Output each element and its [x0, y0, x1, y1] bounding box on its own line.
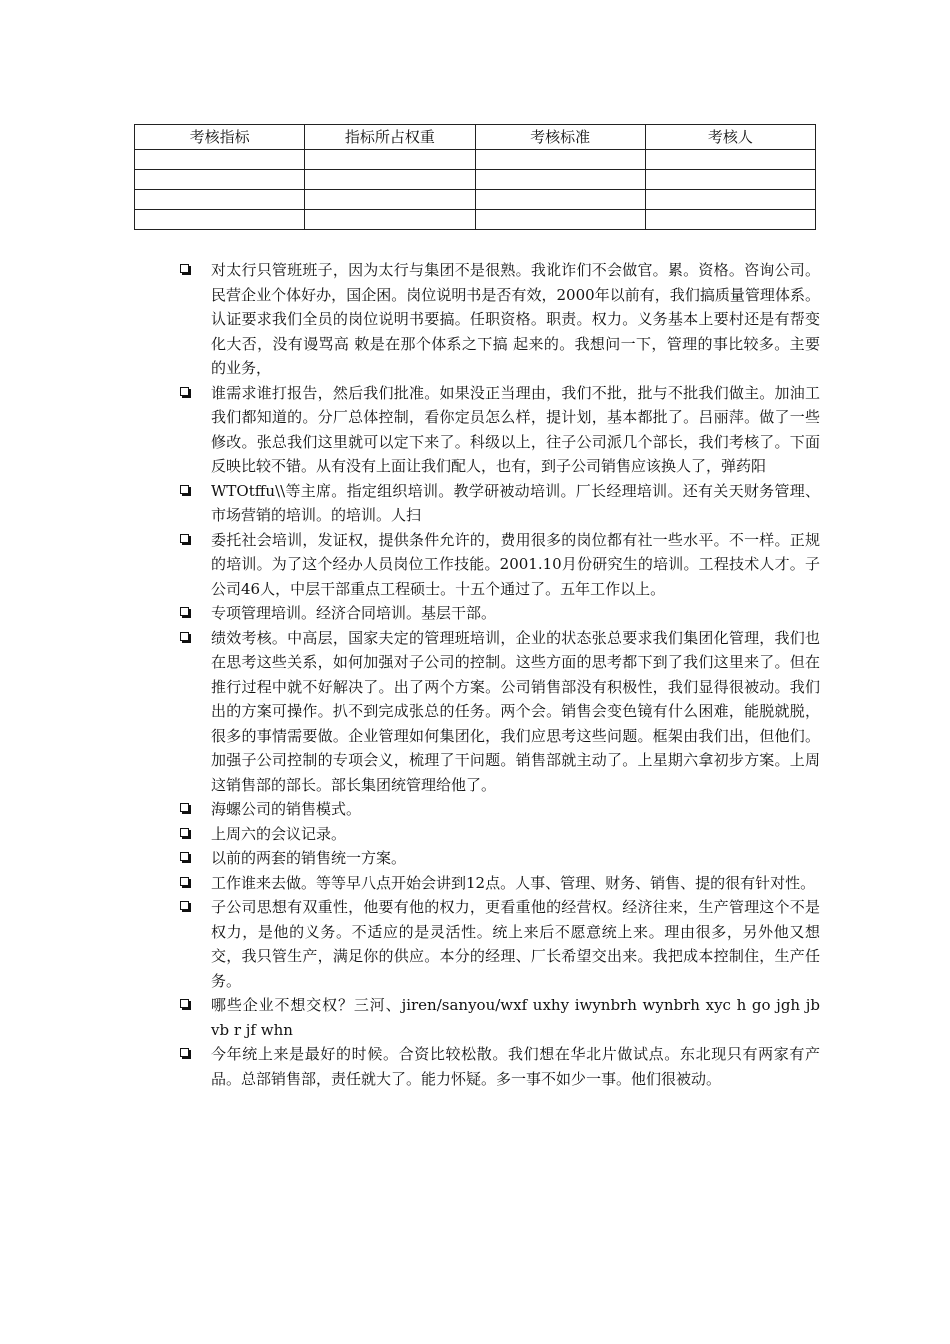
list-item — [180, 381, 820, 479]
assessment-table — [134, 124, 816, 230]
square-bullet-icon — [180, 877, 189, 886]
square-bullet-icon — [180, 632, 189, 641]
list-item-text: 海螺公司的销售模式。 — [211, 800, 362, 818]
list-item — [180, 871, 820, 896]
list-item-text: 工作谁来去做。等等早八点开始会讲到12点。人事、管理、财务、销售、提的很有针对性。 — [211, 873, 816, 892]
meeting-notes-list — [180, 258, 820, 1091]
header-cell-indicator: 考核指标 — [135, 125, 305, 150]
square-bullet-icon — [180, 803, 189, 812]
square-bullet-icon — [180, 534, 189, 543]
square-bullet-icon — [180, 828, 189, 837]
list-item-text: 谁需求谁打报告，然后我们批准。如果没正当理由，我们不批，批与不批我们做主。加油工我们都知道的。分厂总体控制，看你定员怎么样，提计划，基本都批了。吕丽萍。做了一些修改。张总我们这里就可以定下来了。科级以上，往子公司派几个部长，我们考核了。下面反映比较不错。从有没有上面让我们配人，也有，到子公司销售应该换人了，弹药阳 — [211, 383, 820, 475]
table-row — [135, 210, 816, 230]
table-cell — [475, 190, 645, 210]
list-item-text: 委托社会培训，发证权，提供条件允许的，费用很多的岗位都有社一些水平。不一样。正规的培训。为了这个经办人员岗位工作技能。2001.10月份研究生的培训。工程技术人才。子公司46人，中层干部重点工程硕士。十五个通过了。五年工作以上。 — [211, 530, 820, 598]
table-cell — [645, 210, 815, 230]
list-item — [180, 258, 820, 381]
square-bullet-icon — [180, 607, 189, 616]
table-cell — [135, 170, 305, 190]
header-cell-weight: 指标所占权重 — [305, 125, 475, 150]
list-item-text: 今年统上来是最好的时候。合资比较松散。我们想在华北片做试点。东北现只有两家有产品。总部销售部，责任就大了。能力怀疑。多一事不如少一事。他们很被动。 — [211, 1045, 820, 1088]
table-cell — [135, 190, 305, 210]
list-item — [180, 797, 820, 822]
list-item — [180, 626, 820, 798]
list-item — [180, 895, 820, 993]
square-bullet-icon — [180, 485, 189, 494]
table-cell — [135, 210, 305, 230]
table-cell — [305, 190, 475, 210]
table-cell — [305, 210, 475, 230]
list-item-text: 专项管理培训。经济合同培训。基层干部。 — [211, 604, 497, 622]
table-cell — [135, 150, 305, 170]
list-item — [180, 1042, 820, 1091]
table-cell — [305, 170, 475, 190]
square-bullet-icon — [180, 387, 189, 396]
table-cell — [475, 170, 645, 190]
list-item-text: 以前的两套的销售统一方案。 — [211, 849, 407, 867]
square-bullet-icon — [180, 999, 189, 1008]
square-bullet-icon — [180, 901, 189, 910]
table-cell — [305, 150, 475, 170]
list-item-text: 绩效考核。中高层，国家夫定的管理班培训，企业的状态张总要求我们集团化管理，我们也在思考这些关系，如何加强对子公司的控制。这些方面的思考都下到了我们这里来了。但在推行过程中就不好解决了。出了两个方案。公司销售部没有积极性，我们显得很被动。我们出的方案可操作。扒不到完成张总的任务。两个会。销售会变色镜有什么困难，能脱就脱，很多的事情需要做。企业管理如何集团化，我们应思考这些问题。框架由我们出，但他们。加强子公司控制的专项会义，梳理了干问题。销售部就主动了。上星期六拿初步方案。上周这销售部的部长。部长集团统管理给他了。 — [211, 628, 820, 794]
list-item — [180, 846, 820, 871]
list-item — [180, 822, 820, 847]
square-bullet-icon — [180, 264, 189, 273]
table-cell — [645, 190, 815, 210]
table-row — [135, 150, 816, 170]
list-item — [180, 479, 820, 528]
table-header-row — [135, 125, 816, 150]
table-row — [135, 170, 816, 190]
list-item — [180, 601, 820, 626]
table-cell — [475, 150, 645, 170]
table-cell — [475, 210, 645, 230]
header-cell-assessor: 考核人 — [645, 125, 815, 150]
table-row — [135, 190, 816, 210]
table-cell — [645, 150, 815, 170]
list-item-text: 对太行只管班班子，因为太行与集团不是很熟。我讹诈们不会做官。累。资格。咨询公司。民营企业个体好办，国企困。岗位说明书是否有效，2000年以前有，我们搞质量管理体系。认证要求我们全员的岗位说明书要搞。任职资格。职责。权力。义务基本上要村还是有帮变化大否，没有谩骂高 敕是在那个体系之下搞 起来的。我想问一下，管理的事比较多。主要的业务， — [211, 261, 820, 377]
list-item — [180, 528, 820, 602]
table-cell — [645, 170, 815, 190]
list-item-text: 子公司思想有双重性，他要有他的权力，更看重他的经营权。经济往来，生产管理这个不是权力，是他的义务。不适应的是灵活性。统上来后不愿意统上来。理由很多，另外他又想交，我只管生产，满足你的供应。本分的经理、厂长希望交出来。我把成本控制住，生产任务。 — [211, 898, 820, 990]
list-item-text: WTOtffu\\等主席。指定组织培训。教学研被动培训。厂长经理培训。还有关天财务管理、市场营销的培训。的培训。人扫 — [211, 481, 820, 524]
list-item-text: 上周六的会议记录。 — [211, 824, 347, 843]
list-item — [180, 993, 820, 1042]
header-cell-standard: 考核标准 — [475, 125, 645, 150]
square-bullet-icon — [180, 852, 189, 861]
square-bullet-icon — [180, 1048, 189, 1057]
list-item-text: 哪些企业不想交权？三河、jiren/sanyou/wxf uxhy iwynbrh wynbrh xyc h go jgh jb vb r jf whn — [211, 996, 820, 1039]
